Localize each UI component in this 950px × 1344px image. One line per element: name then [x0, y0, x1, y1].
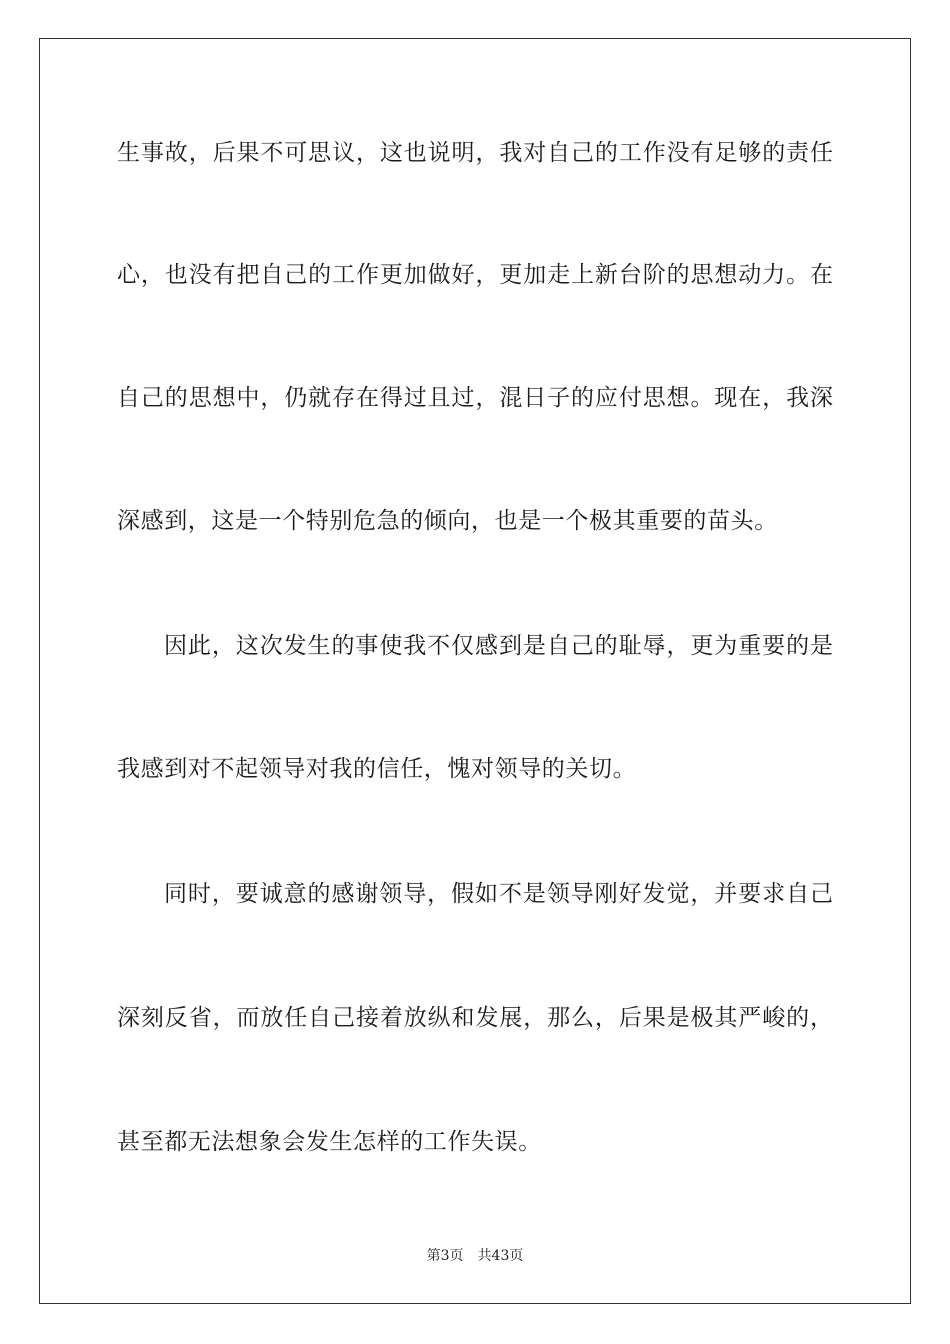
page-number: 第3页 [426, 1248, 464, 1264]
text-line-2: 心，也没有把自己的工作更加做好，更加走上新台阶的思想动力。在 [117, 262, 833, 288]
page-footer [0, 1246, 950, 1266]
total-pages: 共43页 [477, 1248, 524, 1264]
text-line-4: 深感到，这是一个特别危急的倾向，也是一个极其重要的苗头。 [117, 508, 778, 534]
page-border [39, 38, 911, 1304]
text-line-3: 自己的思想中，仍就存在得过且过，混日子的应付思想。现在，我深 [117, 385, 833, 411]
text-line-5: 因此，这次发生的事使我不仅感到是自己的耻辱，更为重要的是 [164, 633, 833, 659]
text-line-1: 生事故，后果不可思议，这也说明，我对自己的工作没有足够的责任 [117, 140, 833, 166]
text-line-9: 甚至都无法想象会发生怎样的工作失误。 [117, 1129, 542, 1155]
text-line-8: 深刻反省，而放任自己接着放纵和发展，那么，后果是极其严峻的， [117, 1005, 833, 1031]
text-line-7: 同时，要诚意的感谢领导，假如不是领导刚好发觉，并要求自己 [164, 881, 833, 907]
text-line-6: 我感到对不起领导对我的信任，愧对领导的关切。 [117, 756, 637, 782]
